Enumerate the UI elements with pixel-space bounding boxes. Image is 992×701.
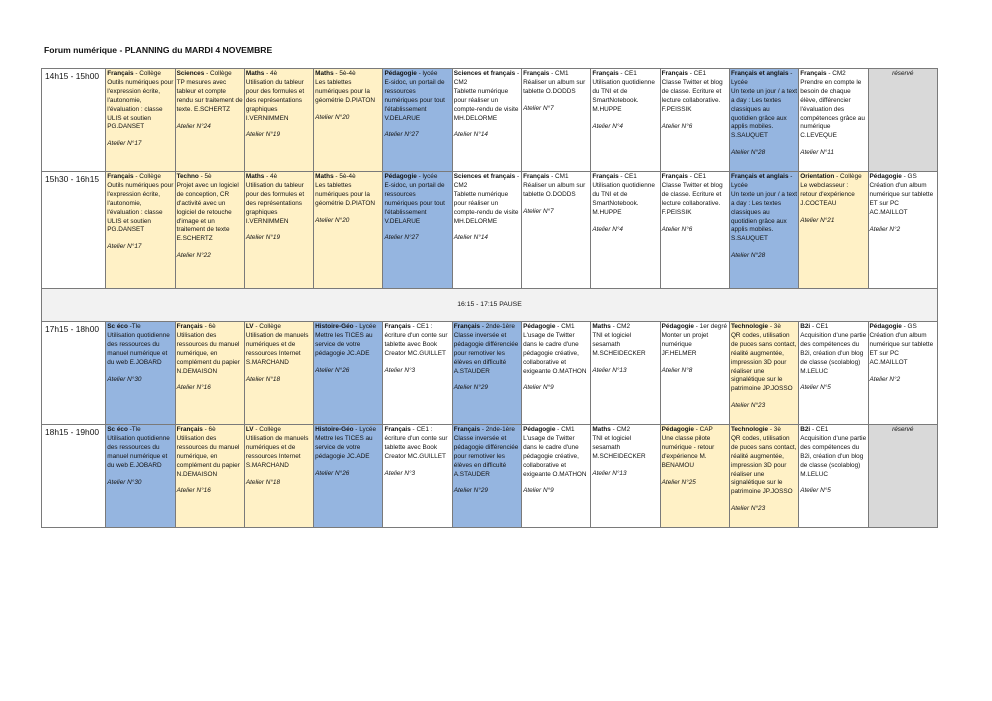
- workshop-level: - 2nde-1ère: [480, 323, 515, 330]
- workshop-subject: Pédagogie: [869, 323, 902, 330]
- workshop-cell: [106, 69, 175, 172]
- workshop-description: Tablette numérique pour réaliser un compte-rendu de visite MH.DELORME: [453, 87, 519, 122]
- workshop-level: - CE1: [687, 173, 707, 180]
- workshop-cell: [244, 322, 313, 425]
- workshop-subject: Français: [107, 70, 134, 77]
- workshop-description: écriture d'un conte sur tablette avec Book Creator MC.GUILLET: [384, 434, 448, 460]
- workshop-cell: [591, 172, 660, 289]
- time-slot-label: 15h30 - 16h15: [42, 172, 106, 289]
- workshop-subject: LV: [245, 323, 254, 330]
- workshop-description: Utilisation quotidienne des ressources du manuel numérique et du web E.JOBARD: [107, 434, 170, 469]
- workshop-description: Mettre les TICES au service de votre pédagogie JC.ADE: [315, 434, 373, 460]
- workshop-level: - 5è-4è: [333, 70, 356, 77]
- workshop-number: Atelier N°23: [730, 402, 766, 410]
- workshop-description: E-sidoc, un portail de ressources numériques pour tout l'établissement V.DELARUE: [384, 181, 445, 225]
- workshop-number: Atelier N°2: [869, 225, 901, 233]
- workshop-subject: Histoire-Géo: [315, 426, 354, 433]
- workshop-subject: Pédagogie: [384, 173, 417, 180]
- workshop-cell: [244, 425, 313, 528]
- workshop-level: - CE1: [810, 323, 829, 330]
- workshop-cell: [452, 172, 521, 289]
- workshop-level: - lycée: [416, 70, 438, 77]
- workshop-description: Classe Twitter et blog de classe. Ecriture et lecture collaborative. F.PEISSIK: [661, 181, 723, 216]
- workshop-number: Atelier N°20: [315, 216, 350, 224]
- workshop-number: Atelier N°16: [176, 487, 211, 495]
- page-title: Forum numérique - PLANNING du MARDI 4 NOVEMBRE: [44, 45, 273, 55]
- workshop-number: Atelier N°27: [384, 131, 419, 139]
- workshop-number: Atelier N°16: [176, 384, 211, 392]
- workshop-subject: B2i: [800, 426, 811, 433]
- workshop-level: - CAP: [693, 426, 713, 433]
- workshop-number: Atelier N°28: [730, 252, 766, 260]
- workshop-subject: Pédagogie: [523, 323, 556, 330]
- workshop-subject: Français: [523, 70, 550, 77]
- workshop-number: Atelier N°29: [453, 384, 488, 392]
- workshop-number: Atelier N°4: [592, 225, 623, 233]
- workshop-number: Atelier N°5: [800, 384, 831, 392]
- workshop-subject: Maths: [592, 323, 611, 330]
- workshop-level: - 2nde-1ère: [480, 426, 515, 433]
- workshop-number: Atelier N°25: [661, 478, 696, 486]
- workshop-level: - CM2: [826, 70, 846, 77]
- workshop-description: Utilisation des ressources du manuel numérique, en complément du papier N.DEMAISON: [176, 331, 240, 375]
- workshop-cell: [660, 425, 729, 528]
- workshop-cell: [522, 322, 591, 425]
- workshop-cell: [660, 322, 729, 425]
- workshop-level: - 3è: [768, 323, 781, 330]
- workshop-subject: Français: [176, 323, 203, 330]
- workshop-description: Prendre en compte le besoin de chaque élève, différencier l'évaluation des compétences grâce au numérique C.LEVEQUE: [800, 78, 865, 140]
- workshop-number: Atelier N°8: [661, 366, 693, 374]
- workshop-subject: Sciences et français: [453, 173, 516, 180]
- workshop-description: Réaliser un album sur tablette O.DODDS: [523, 78, 586, 95]
- workshop-subject: Français: [800, 70, 827, 77]
- workshop-level: - Lycée: [730, 70, 793, 86]
- workshop-description: E-sidoc, un portail de ressources numériques pour tout l'établissement V.DELARUE: [384, 78, 445, 122]
- workshop-subject: Français: [453, 323, 481, 330]
- workshop-cell: [799, 69, 868, 172]
- workshop-subject: Maths: [245, 173, 265, 180]
- workshop-level: - 5è: [198, 173, 212, 180]
- workshop-cell: [452, 69, 521, 172]
- workshop-number: Atelier N°4: [592, 122, 623, 130]
- workshop-number: Atelier N°20: [315, 113, 350, 121]
- workshop-description: Création d'un album numérique sur tablette ET sur PC AC.MAILLOT: [869, 181, 934, 216]
- time-slot-row: [42, 172, 938, 289]
- time-slot-row: [42, 425, 938, 528]
- workshop-number: Atelier N°6: [661, 225, 693, 233]
- workshop-cell: [591, 425, 660, 528]
- workshop-subject: B2i: [800, 323, 811, 330]
- workshop-cell: [175, 172, 244, 289]
- workshop-level: - CM2: [610, 426, 631, 433]
- workshop-number: Atelier N°13: [592, 469, 627, 477]
- workshop-cell: [868, 322, 937, 425]
- workshop-number: Atelier N°5: [800, 487, 831, 495]
- workshop-number: Atelier N°22: [176, 252, 211, 260]
- workshop-description: L'usage de Twitter dans le cadre d'une pédagogie créative, collaborative et exigeante O.MATHON: [523, 434, 587, 478]
- workshop-description: Un texte un jour / a text a day : Les textes classiques au quotidien grâce aux applis mobiles. S.SAUQUET: [730, 190, 798, 243]
- workshop-number: Atelier N°3: [384, 469, 416, 477]
- workshop-subject: Français: [176, 426, 203, 433]
- workshop-cell: [314, 322, 383, 425]
- workshop-subject: LV: [245, 426, 254, 433]
- workshop-number: Atelier N°18: [245, 478, 281, 486]
- workshop-subject: Histoire-Géo: [315, 323, 354, 330]
- workshop-cell: [314, 425, 383, 528]
- workshop-number: Atelier N°14: [453, 131, 488, 139]
- workshop-subject: Français et anglais: [730, 70, 789, 77]
- workshop-cell: [729, 322, 798, 425]
- workshop-level: - CM2: [610, 323, 631, 330]
- workshop-description: Réaliser un album sur tablette O.DODDS: [523, 181, 586, 198]
- workshop-level: - CM1: [555, 426, 575, 433]
- workshop-subject: Technologie: [730, 426, 769, 433]
- workshop-subject: Français: [107, 173, 134, 180]
- workshop-subject: Sciences: [176, 70, 205, 77]
- workshop-subject: Français: [384, 323, 411, 330]
- workshop-description: écriture d'un conte sur tablette avec Book Creator MC.GUILLET: [384, 331, 448, 357]
- workshop-subject: Maths: [592, 426, 611, 433]
- pause-row: [42, 289, 938, 322]
- workshop-number: Atelier N°21: [800, 216, 835, 224]
- workshop-number: Atelier N°13: [592, 366, 627, 374]
- workshop-description: QR codes, utilisation de puces sans contact, réalité augmentée, impression 3D pour réaliser une signalétique sur le patrimoine JP.JOSSO: [730, 331, 797, 393]
- workshop-number: Atelier N°19: [245, 234, 281, 242]
- workshop-cell: [383, 425, 452, 528]
- workshop-description: Classe inversée et pédagogie différenciée pour remotiver les élèves en difficulté A.STAUDER: [453, 434, 519, 478]
- workshop-number: Atelier N°7: [523, 207, 554, 215]
- workshop-cell: [591, 322, 660, 425]
- workshop-subject: Français: [661, 173, 688, 180]
- workshop-number: Atelier N°6: [661, 122, 693, 130]
- workshop-description: Utilisation de manuels numériques et de ressources Internet S.MARCHAND: [245, 331, 309, 366]
- workshop-description: Un texte un jour / a text a day : Les textes classiques au quotidien grâce aux applis mobiles. S.SAUQUET: [730, 87, 798, 140]
- workshop-cell: [244, 172, 313, 289]
- workshop-level: - Lycée: [730, 173, 793, 189]
- workshop-description: Acquisition d'une partie des compétences du B2i, création d'un blog de classe (scolablog) M.LELUC: [800, 331, 867, 375]
- workshop-description: TP mesures avec tableur et compte rendu sur traitement de texte. E.SCHERTZ: [176, 78, 243, 113]
- workshop-description: Mettre les TICES au service de votre pédagogie JC.ADE: [315, 331, 373, 357]
- workshop-level: - 6è: [202, 323, 216, 330]
- time-slot-row: [42, 322, 938, 425]
- workshop-subject: Français: [453, 426, 481, 433]
- workshop-cell: [868, 172, 937, 289]
- workshop-description: Classe inversée et pédagogie différenciée pour remotiver les élèves en difficulté A.STAUDER: [453, 331, 519, 375]
- workshop-number: Atelier N°23: [730, 505, 766, 513]
- reserved-cell: [868, 425, 937, 528]
- workshop-description: Utilisation quotidienne du TNI et de SmartNotebook. M.HUPPE: [592, 78, 655, 113]
- workshop-description: Utilisation quotidienne des ressources du manuel numérique et du web E.JOBARD: [107, 331, 170, 366]
- workshop-cell: [106, 425, 175, 528]
- workshop-subject: Pédagogie: [869, 173, 902, 180]
- workshop-level: - Collège: [204, 70, 232, 77]
- workshop-number: Atelier N°30: [107, 478, 142, 486]
- workshop-cell: [522, 69, 591, 172]
- workshop-number: Atelier N°2: [869, 375, 901, 383]
- workshop-cell: [799, 322, 868, 425]
- workshop-level: -Tle: [127, 426, 141, 433]
- workshop-subject: Pédagogie: [384, 70, 417, 77]
- workshop-description: Utilisation quotidienne du TNI et de SmartNotebook. M.HUPPE: [592, 181, 655, 216]
- workshop-level: - CE1: [687, 70, 707, 77]
- workshop-number: Atelier N°17: [107, 243, 142, 251]
- workshop-description: Une classe pilote numérique - retour d'expérience M. BENAMOU: [661, 434, 715, 469]
- workshop-description: Les tablettes numériques pour la géométrie D.PIATON: [315, 78, 375, 104]
- workshop-cell: [383, 322, 452, 425]
- workshop-cell: [799, 172, 868, 289]
- workshop-level: - 6è: [202, 426, 216, 433]
- workshop-subject: Français: [384, 426, 411, 433]
- workshop-description: Classe Twitter et blog de classe. Ecriture et lecture collaborative. F.PEISSIK: [661, 78, 723, 113]
- workshop-number: Atelier N°3: [384, 366, 416, 374]
- workshop-description: Utilisation du tableur pour des formules et des représentations graphiques I.VERNIMMEN: [245, 181, 305, 225]
- time-slot-label: 14h15 - 15h00: [42, 69, 106, 172]
- workshop-number: Atelier N°17: [107, 140, 142, 148]
- workshop-number: Atelier N°18: [245, 375, 281, 383]
- workshop-level: - Lycée: [353, 426, 377, 433]
- workshop-level: - lycée: [416, 173, 438, 180]
- workshop-description: TNI et logiciel sesamath M.SCHEIDECKER: [592, 331, 646, 357]
- workshop-subject: Maths: [315, 173, 334, 180]
- reserved-label: réservé: [892, 426, 914, 433]
- workshop-level: - CE1 :: [410, 323, 433, 330]
- workshop-number: Atelier N°14: [453, 234, 488, 242]
- workshop-level: - Collège: [253, 323, 281, 330]
- workshop-level: - Collège: [253, 426, 281, 433]
- workshop-cell: [383, 172, 452, 289]
- workshop-cell: [244, 69, 313, 172]
- workshop-level: - CE1: [618, 70, 637, 77]
- workshop-description: L'usage de Twitter dans le cadre d'une pédagogie créative, collaborative et exigeante O.MATHON: [523, 331, 587, 375]
- workshop-level: - Collège: [834, 173, 862, 180]
- workshop-level: - GS: [901, 323, 917, 330]
- workshop-number: Atelier N°9: [523, 384, 554, 392]
- workshop-level: - 1er degré: [693, 323, 728, 330]
- workshop-description: Monter un projet numérique JF.HELMER: [661, 331, 709, 357]
- reserved-label: réservé: [892, 70, 914, 77]
- workshop-subject: Pédagogie: [661, 323, 694, 330]
- time-slot-label: 18h15 - 19h00: [42, 425, 106, 528]
- workshop-number: Atelier N°11: [800, 149, 834, 157]
- workshop-number: Atelier N°27: [384, 234, 419, 242]
- time-slot-row: [42, 69, 938, 172]
- reserved-cell: [868, 69, 937, 172]
- workshop-number: Atelier N°26: [315, 469, 350, 477]
- workshop-subject: Techno: [176, 173, 199, 180]
- workshop-subject: Français: [592, 173, 619, 180]
- workshop-level: - GS: [901, 173, 917, 180]
- workshop-level: - CM1: [549, 173, 569, 180]
- workshop-subject: Français: [592, 70, 619, 77]
- workshop-subject: Orientation: [800, 173, 835, 180]
- workshop-cell: [729, 172, 798, 289]
- workshop-subject: Sc éco: [107, 323, 128, 330]
- workshop-cell: [522, 172, 591, 289]
- workshop-level: - Lycée: [353, 323, 377, 330]
- workshop-description: QR codes, utilisation de puces sans contact, réalité augmentée, impression 3D pour réaliser une signalétique sur le patrimoine JP.JOSSO: [730, 434, 797, 496]
- workshop-number: Atelier N°24: [176, 122, 211, 130]
- workshop-cell: [522, 425, 591, 528]
- workshop-subject: Français: [523, 173, 550, 180]
- workshop-level: - CE1 :: [410, 426, 433, 433]
- workshop-description: Acquisition d'une partie des compétences du B2i, création d'un blog de classe (scolablog) M.LELUC: [800, 434, 867, 478]
- workshop-number: Atelier N°26: [315, 366, 350, 374]
- workshop-cell: [106, 322, 175, 425]
- pause-label: 16:15 - 17:15 PAUSE: [42, 289, 938, 322]
- workshop-level: - CE1: [810, 426, 829, 433]
- workshop-description: TNI et logiciel sesamath M.SCHEIDECKER: [592, 434, 646, 460]
- workshop-cell: [314, 69, 383, 172]
- workshop-description: Utilisation du tableur pour des formules et des représentations graphiques I.VERNIMMEN: [245, 78, 305, 122]
- workshop-number: Atelier N°19: [245, 131, 281, 139]
- workshop-description: Création d'un album numérique sur tablette ET sur PC AC.MAILLOT: [869, 331, 934, 366]
- workshop-cell: [729, 425, 798, 528]
- workshop-description: Outils numériques pour l'expression écrite, l'autonomie, l'évaluation : classe ULIS et soutien PG.DANSET: [107, 78, 174, 131]
- workshop-subject: Français: [661, 70, 688, 77]
- workshop-description: Outils numériques pour l'expression écrite, l'autonomie, l'évaluation : classe ULIS et soutien PG.DANSET: [107, 181, 174, 234]
- workshop-level: - 5è-4è: [333, 173, 356, 180]
- workshop-level: - 4è: [264, 70, 278, 77]
- workshop-subject: Maths: [315, 70, 334, 77]
- workshop-cell: [660, 69, 729, 172]
- workshop-description: Les tablettes numériques pour la géométrie D.PIATON: [315, 181, 375, 207]
- workshop-cell: [175, 69, 244, 172]
- workshop-subject: Technologie: [730, 323, 769, 330]
- workshop-subject: Français et anglais: [730, 173, 789, 180]
- workshop-level: - CE1: [618, 173, 637, 180]
- workshop-cell: [729, 69, 798, 172]
- workshop-number: Atelier N°29: [453, 487, 488, 495]
- workshop-cell: [452, 322, 521, 425]
- workshop-cell: [175, 425, 244, 528]
- workshop-level: - CM2: [453, 173, 520, 189]
- workshop-level: - Collège: [133, 173, 161, 180]
- schedule-table: [41, 68, 938, 528]
- workshop-cell: [314, 172, 383, 289]
- time-slot-label: 17h15 - 18h00: [42, 322, 106, 425]
- workshop-cell: [383, 69, 452, 172]
- workshop-cell: [106, 172, 175, 289]
- workshop-description: Utilisation de manuels numériques et de ressources Internet S.MARCHAND: [245, 434, 309, 469]
- workshop-level: - 4è: [264, 173, 278, 180]
- workshop-subject: Sciences et français: [453, 70, 516, 77]
- workshop-cell: [799, 425, 868, 528]
- workshop-cell: [452, 425, 521, 528]
- workshop-number: Atelier N°9: [523, 487, 554, 495]
- workshop-description: Le webclasseur : retour d'expérience J.COCTEAU: [800, 181, 855, 207]
- workshop-subject: Pédagogie: [523, 426, 556, 433]
- workshop-description: Projet avec un logiciel de conception, CR d'activité avec un logiciel de retouche d'image et un traitement de texte E.SCHERTZ: [176, 181, 239, 243]
- workshop-subject: Maths: [245, 70, 265, 77]
- workshop-description: Utilisation des ressources du manuel numérique, en complément du papier N.DEMAISON: [176, 434, 240, 478]
- workshop-number: Atelier N°30: [107, 375, 142, 383]
- workshop-description: Tablette numérique pour réaliser un compte-rendu de visite MH.DELORME: [453, 190, 519, 225]
- workshop-level: - 3è: [768, 426, 781, 433]
- workshop-cell: [591, 69, 660, 172]
- workshop-number: Atelier N°28: [730, 149, 766, 157]
- workshop-number: Atelier N°7: [523, 104, 554, 112]
- workshop-level: -Tle: [127, 323, 141, 330]
- workshop-level: - Collège: [133, 70, 161, 77]
- workshop-subject: Sc éco: [107, 426, 128, 433]
- workshop-cell: [660, 172, 729, 289]
- workshop-level: - CM1: [549, 70, 569, 77]
- workshop-level: - CM1: [555, 323, 575, 330]
- workshop-level: - CM2: [453, 70, 520, 86]
- workshop-subject: Pédagogie: [661, 426, 694, 433]
- workshop-cell: [175, 322, 244, 425]
